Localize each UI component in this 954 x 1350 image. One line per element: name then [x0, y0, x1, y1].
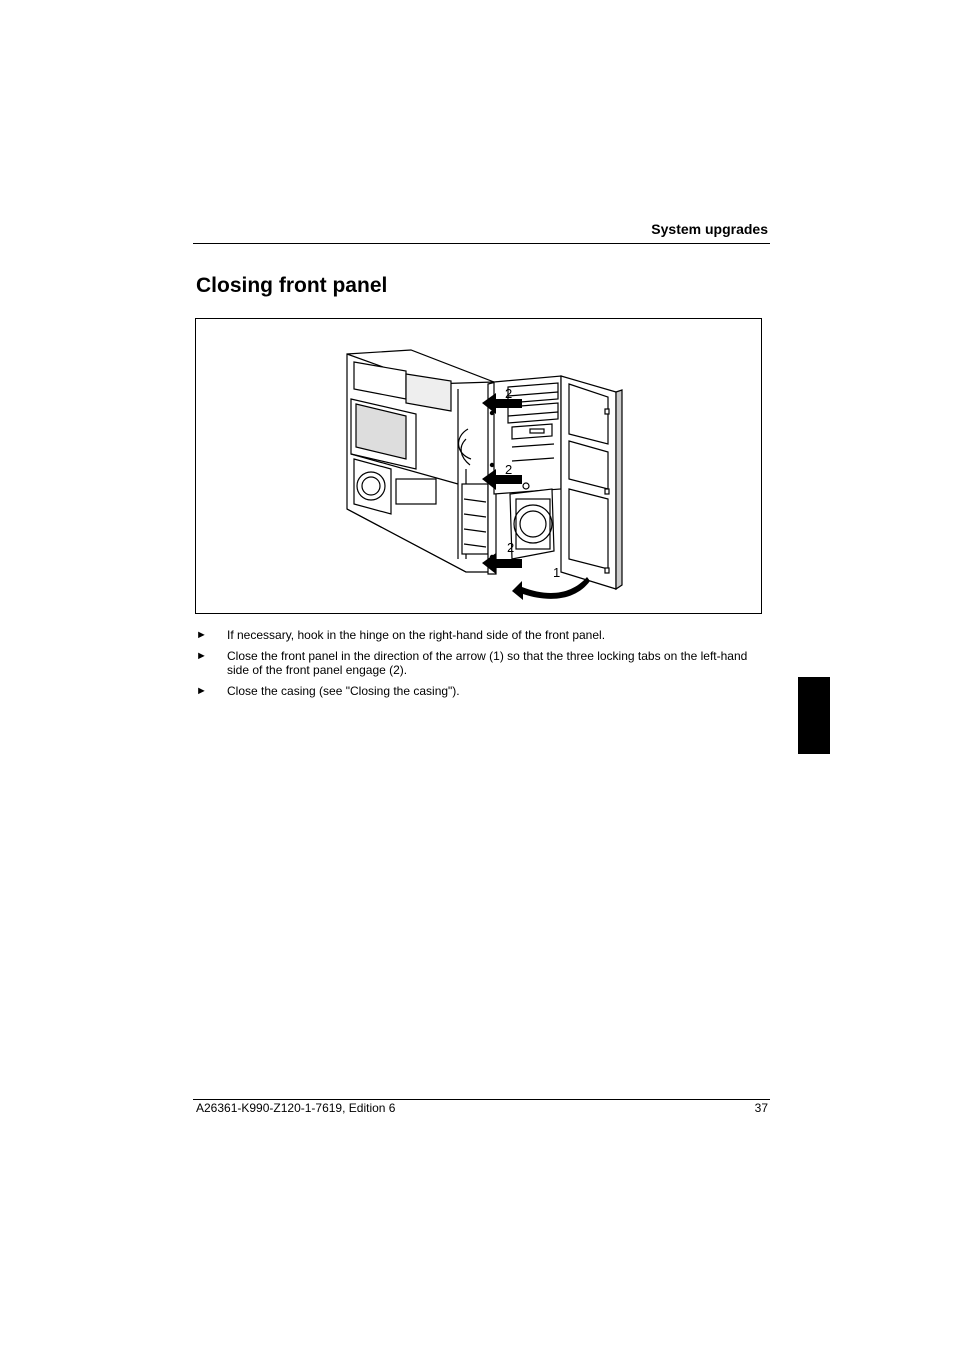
instruction-step [196, 684, 761, 698]
page-title: Closing front panel [196, 274, 388, 297]
footer-divider [193, 1099, 770, 1100]
step-text: Close the casing (see "Closing the casing"). [227, 684, 460, 698]
callout-2-top: 2 [505, 386, 513, 401]
document-id: A26361-K990-Z120-1-7619, Edition 6 [196, 1101, 396, 1115]
figure-frame [195, 318, 762, 614]
triangle-bullet-icon: ► [196, 685, 207, 697]
triangle-bullet-icon: ► [196, 629, 207, 641]
header-divider [193, 243, 770, 244]
chapter-thumb-tab [798, 677, 830, 754]
server-front-panel-illustration [196, 319, 761, 613]
instruction-steps [196, 628, 761, 705]
triangle-bullet-icon: ► [196, 650, 207, 662]
callout-2-bottom: 2 [507, 540, 515, 555]
step-text: If necessary, hook in the hinge on the right-hand side of the front panel. [227, 628, 606, 642]
step-text: Close the front panel in the direction of the arrow (1) so that the three locking tabs on the left-hand side of the front panel engage (2). [227, 649, 748, 677]
page-number: 37 [754, 1101, 768, 1115]
callout-2-middle: 2 [505, 462, 513, 477]
instruction-step [196, 649, 761, 677]
header-section-title: System upgrades [651, 221, 768, 237]
instruction-step [196, 628, 761, 642]
callout-1: 1 [553, 565, 561, 580]
